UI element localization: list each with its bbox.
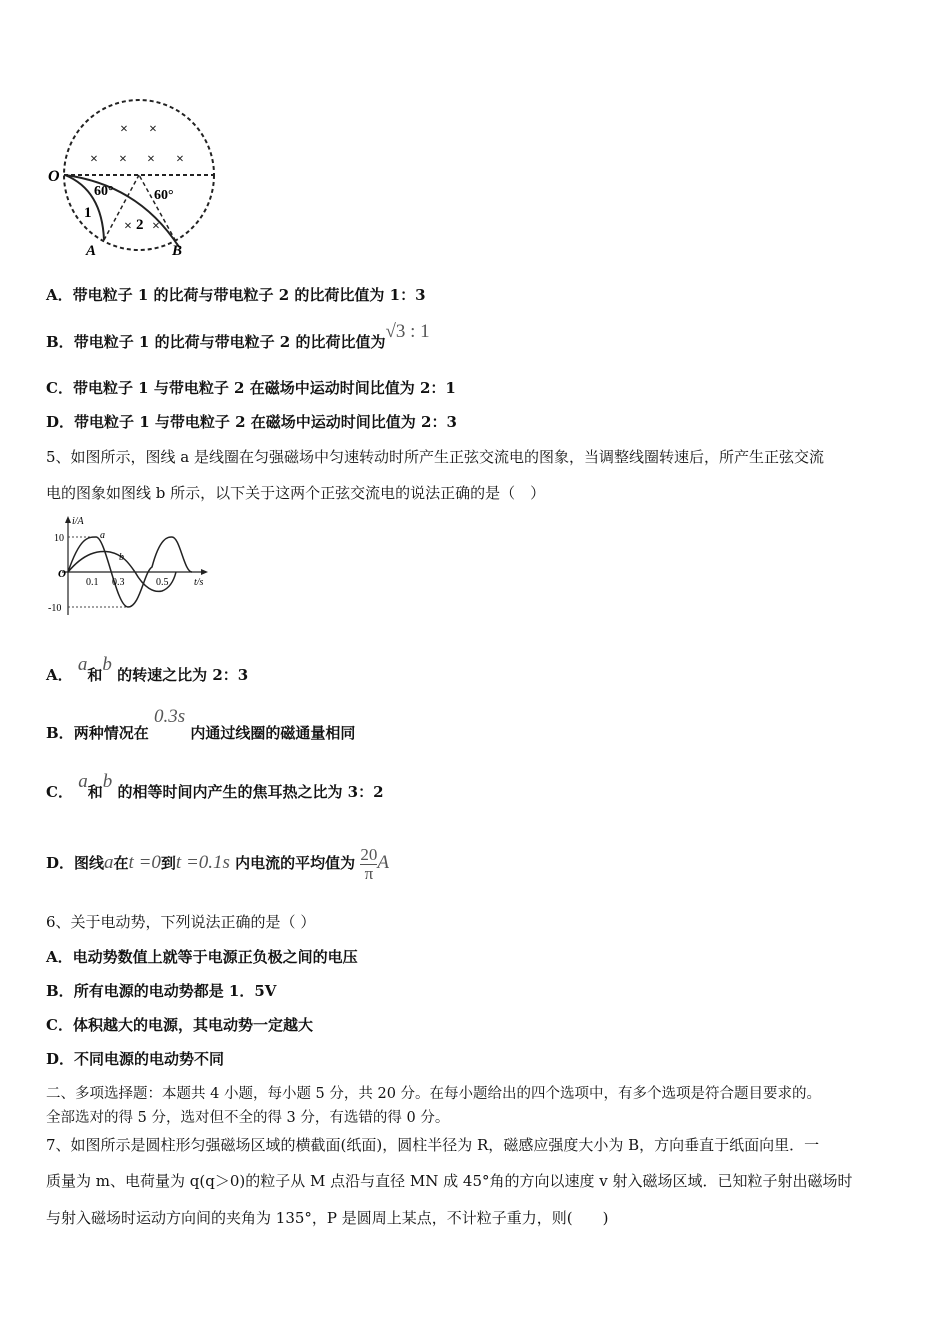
section-2-instructions: 全部选对的得 5 分，选对但不全的得 3 分，有选错的得 0 分。: [46, 1110, 450, 1126]
x-tick-label: 0.5: [156, 577, 169, 588]
point-B-label: B: [172, 243, 183, 259]
math-b: b: [102, 654, 112, 675]
origin-label: O: [58, 568, 66, 580]
q4-option-d[interactable]: [46, 412, 457, 432]
q6-option-c[interactable]: [46, 1015, 313, 1035]
unit: A: [377, 852, 390, 873]
option-text: 带电粒子 1 与带电粒子 2 在磁场中运动时间比值为 2：3: [74, 413, 457, 431]
math-b: b: [102, 771, 113, 792]
option-text: 和: [87, 783, 103, 801]
x-tick-label: 0.1: [86, 577, 99, 588]
q5-stem-line2: 电的图象如图线 b 所示，以下关于这两个正弦交流电的说法正确的是（ ）: [46, 484, 546, 502]
option-letter: A．: [46, 666, 73, 684]
q6-stem: 6、关于电动势，下列说法正确的是（ ）: [46, 913, 316, 931]
math-t0: t =0: [128, 852, 161, 873]
option-text: 带电粒子 1 的比荷与带电粒子 2 的比荷比值为 1：3: [72, 286, 426, 304]
curve-b-label: b: [119, 552, 124, 563]
particle-1-label: 1: [84, 205, 92, 221]
field-cross: ×: [176, 152, 184, 167]
option-text: 的相等时间内产生的焦耳热之比为 3：2: [117, 783, 384, 801]
section-2-heading: 二、多项选择题：本题共 4 小题，每小题 5 分，共 20 分。在每小题给出的四个选项中，有多个选项是符合题目要求的。: [46, 1086, 822, 1102]
angle-label: 60°: [94, 184, 114, 199]
q5-option-c[interactable]: [46, 771, 384, 802]
q7-stem-line2: 质量为 m、电荷量为 q(q＞0)的粒子从 M 点沿与直径 MN 成 45°角的方向以速度 v 射入磁场区域．已知粒子射出磁场时: [46, 1172, 853, 1190]
field-cross: ×: [149, 122, 157, 137]
option-text: 内电流的平均值为: [235, 854, 356, 872]
y-axis-label: i/A: [72, 516, 84, 527]
q6-option-b[interactable]: [46, 981, 276, 1001]
option-text: 电动势数值上就等于电源正负极之间的电压: [72, 948, 358, 966]
curve-a-label: a: [100, 530, 105, 541]
point-O-label: O: [48, 168, 60, 185]
option-text: 所有电源的电动势都是 1．5V: [73, 982, 277, 1000]
math-a: a: [77, 654, 88, 675]
particle-2-label: 2: [136, 217, 144, 233]
ac-current-graph: [44, 515, 214, 620]
option-text: 在: [113, 854, 129, 872]
option-letter: C．: [46, 1016, 73, 1034]
q5-option-d[interactable]: [46, 843, 389, 883]
q7-stem-line3: 与射入磁场时运动方向间的夹角为 135°，P 是圆周上某点，不计粒子重力，则( ): [46, 1209, 609, 1227]
fraction: [360, 846, 377, 883]
math-expression: √3 : 1: [385, 321, 430, 342]
fraction-numerator: 20: [360, 844, 378, 864]
fraction-denominator: π: [364, 863, 374, 883]
option-text: 带电粒子 1 与带电粒子 2 在磁场中运动时间比值为 2：1: [72, 379, 456, 397]
option-text: 体积越大的电源，其电动势一定越大: [72, 1016, 313, 1034]
x-axis-label: t/s: [194, 577, 204, 588]
math-a: a: [78, 771, 88, 792]
option-letter: B．: [46, 982, 74, 1000]
x-tick-label: 0.3: [112, 577, 125, 588]
field-cross: ×: [124, 219, 132, 234]
option-letter: A．: [46, 286, 73, 304]
q6-option-a[interactable]: [46, 947, 358, 967]
q6-option-d[interactable]: [46, 1049, 224, 1069]
q4-option-b[interactable]: [46, 321, 430, 352]
q7-stem-line1: 7、如图所示是圆柱形匀强磁场区域的横截面(纸面)，圆柱半径为 R，磁感应强度大小为 B，方向垂直于纸面向里．一: [46, 1136, 820, 1154]
option-letter: D．: [46, 1050, 75, 1068]
q5-stem-line1: 5、如图所示，图线 a 是线圈在匀强磁场中匀速转动时所产生正弦交流电的图象，当调整线圈转速后，所产生正弦交流: [46, 448, 825, 466]
option-text: 和: [87, 666, 103, 684]
y-tick-label: 10: [54, 533, 64, 544]
option-text: 两种情况在: [73, 724, 149, 742]
q4-option-a[interactable]: [46, 285, 426, 305]
option-letter: C．: [46, 379, 73, 397]
math-time: 0.3s: [153, 706, 186, 727]
angle-label: 60°: [154, 188, 174, 203]
option-letter: D．: [46, 854, 75, 872]
option-letter: C．: [46, 783, 73, 801]
option-text: 到: [160, 854, 176, 872]
option-text: 的转速之比为 2：3: [117, 666, 249, 684]
q4-option-c[interactable]: [46, 378, 456, 398]
option-letter: B．: [46, 333, 74, 351]
field-cross: ×: [120, 122, 128, 137]
y-tick-label: -10: [48, 603, 62, 614]
field-cross: ×: [90, 152, 98, 167]
option-text: 带电粒子 1 的比荷与带电粒子 2 的比荷比值为: [73, 333, 386, 351]
option-text: 内通过线圈的磁通量相同: [190, 724, 356, 742]
option-letter: B．: [46, 724, 74, 742]
magnetic-field-circle-figure: [44, 95, 220, 260]
option-letter: D．: [46, 413, 75, 431]
field-cross: ×: [119, 152, 127, 167]
point-A-label: A: [86, 243, 97, 259]
field-cross: ×: [147, 152, 155, 167]
math-a: a: [104, 852, 114, 873]
math-t1: t =0.1s: [175, 852, 230, 873]
option-text: 图线: [74, 854, 105, 872]
field-cross: ×: [152, 219, 160, 234]
q5-option-b[interactable]: [46, 706, 356, 743]
option-letter: A．: [46, 948, 73, 966]
option-text: 不同电源的电动势不同: [74, 1050, 225, 1068]
q5-option-a[interactable]: [46, 654, 249, 685]
